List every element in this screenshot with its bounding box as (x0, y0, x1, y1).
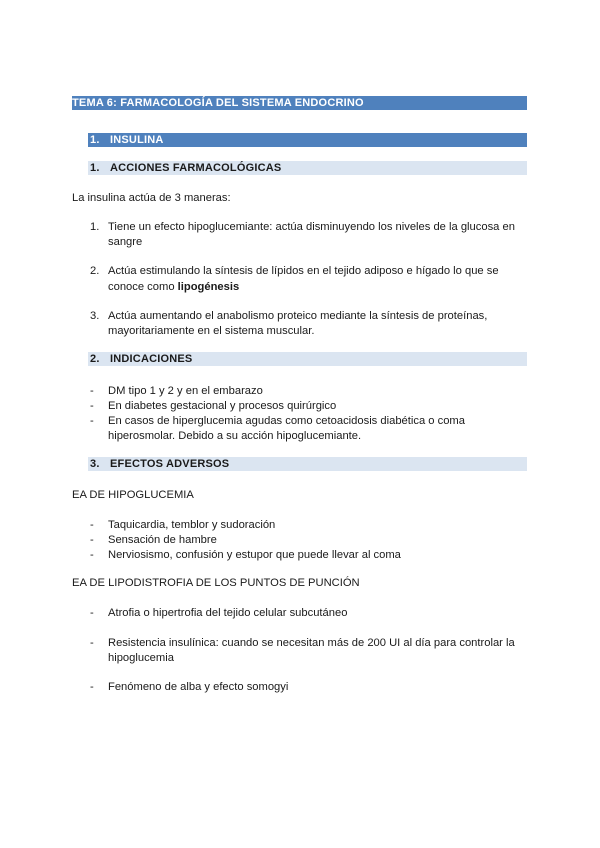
list-bullet: - (90, 519, 94, 531)
subsection-number: 3. (90, 458, 100, 470)
list-bullet: - (90, 415, 94, 427)
list-text-line2: hipoglucemia (108, 652, 174, 664)
list-bullet: - (90, 549, 94, 561)
ea-lipodistrofia-heading: EA DE LIPODISTROFIA DE LOS PUNTOS DE PUNCIÓN (72, 577, 360, 589)
list-number: 1. (90, 221, 100, 233)
list-text-line1: En casos de hiperglucemia agudas como cetoacidosis diabética o coma (108, 415, 465, 427)
page-title-text: TEMA 6: FARMACOLOGÍA DEL SISTEMA ENDOCRINO (72, 97, 364, 109)
list-bullet: - (90, 607, 94, 619)
list-bullet: - (90, 534, 94, 546)
ea-hipoglucemia-heading: EA DE HIPOGLUCEMIA (72, 489, 194, 501)
subsection-label: INDICACIONES (110, 353, 193, 365)
list-text: Sensación de hambre (108, 534, 217, 546)
list-bullet: - (90, 637, 94, 649)
list-text-line1: DM tipo 1 y 2 y en el embarazo (108, 385, 263, 397)
section-heading-insulina (88, 133, 527, 147)
list-bullet: - (90, 385, 94, 397)
list-text-line1: Atrofia o hipertrofia del tejido celular subcutáneo (108, 607, 348, 619)
list-text-line2: mayoritariamente en el sistema muscular. (108, 325, 315, 337)
list-bullet: - (90, 400, 94, 412)
list-text-line1: Tiene un efecto hipoglucemiante: actúa disminuyendo los niveles de la glucosa en (108, 221, 515, 233)
list-text: Taquicardia, temblor y sudoración (108, 519, 276, 531)
list-text-line2: hiperosmolar. Debido a su acción hipoglucemiante. (108, 430, 362, 442)
list-text: Nerviosismo, confusión y estupor que puede llevar al coma (108, 549, 401, 561)
list-number: 3. (90, 310, 100, 322)
list-text-bold: lipogénesis (177, 281, 240, 293)
subsection-heading-acciones (88, 161, 527, 175)
list-text-line1: Actúa estimulando la síntesis de lípidos en el tejido adiposo e hígado lo que se (108, 265, 499, 277)
subsection-heading-indicaciones (88, 352, 527, 366)
intro-text: La insulina actúa de 3 maneras: (72, 192, 231, 204)
subsection-label: EFECTOS ADVERSOS (110, 458, 230, 470)
subsection-heading-efectos (88, 457, 527, 471)
section-label: INSULINA (110, 134, 164, 146)
page-title (72, 96, 527, 110)
subsection-label: ACCIONES FARMACOLÓGICAS (110, 162, 282, 174)
list-text-line1: Resistencia insulínica: cuando se necesitan más de 200 UI al día para controlar la (108, 637, 515, 649)
list-text-plain: conoce como (108, 281, 178, 293)
subsection-number: 2. (90, 353, 100, 365)
list-text-line1: En diabetes gestacional y procesos quirúrgico (108, 400, 337, 412)
list-text-line2: sangre (108, 236, 143, 248)
list-text-line2 (108, 280, 239, 295)
subsection-number: 1. (90, 162, 100, 174)
list-text-line1: Fenómeno de alba y efecto somogyi (108, 681, 289, 693)
section-number: 1. (90, 134, 100, 146)
list-bullet: - (90, 681, 94, 693)
list-text-line1: Actúa aumentando el anabolismo proteico mediante la síntesis de proteínas, (108, 310, 488, 322)
list-number: 2. (90, 265, 100, 277)
